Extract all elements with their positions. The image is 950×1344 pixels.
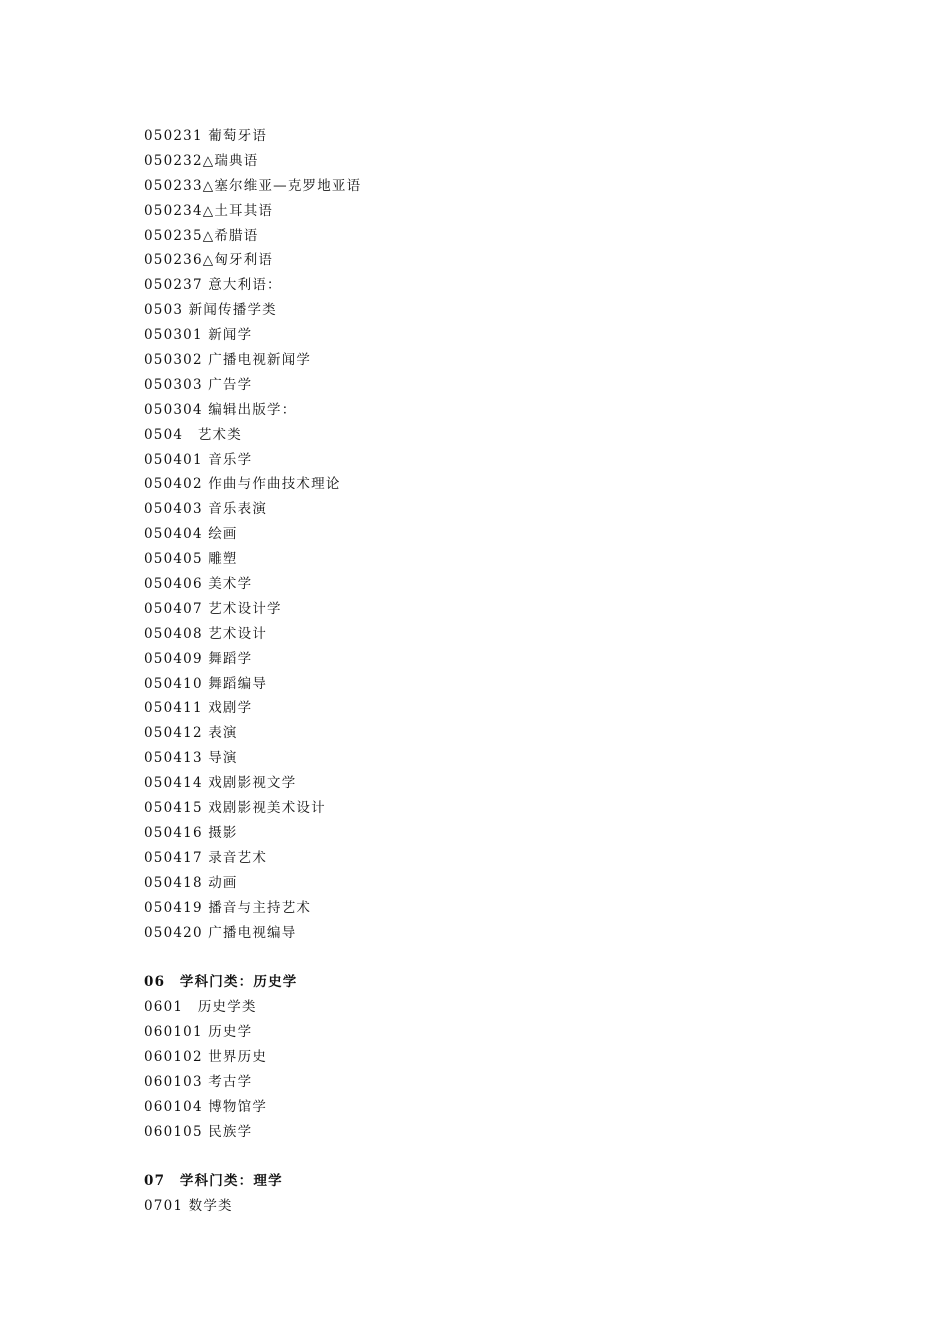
text-line: 0601 历史学类 [144,999,257,1016]
text-line: 050302 广播电视新闻学 [144,352,312,369]
text-line: 050301 新闻学 [144,327,253,344]
text-line: 050233△塞尔维亚—克罗地亚语 [144,177,362,194]
text-line: 050405 雕塑 [144,551,238,568]
text-line: 050412 表演 [144,725,238,742]
text-line: 050232△瑞典语 [144,152,259,169]
text-line: 060103 考古学 [144,1073,253,1090]
text-line: 0701 数学类 [144,1198,233,1215]
text-line: 0503 新闻传播学类 [144,302,277,319]
text-line: 050403 音乐表演 [144,501,268,518]
text-line: 050411 戏剧学 [144,700,253,717]
text-line: 050404 绘画 [144,526,238,543]
text-line: 050415 戏剧影视美术设计 [144,800,326,817]
text-line: 060105 民族学 [144,1123,253,1140]
text-line: 050419 播音与主持艺术 [144,899,312,916]
text-line: 060102 世界历史 [144,1048,268,1065]
text-line: 050417 录音艺术 [144,849,268,866]
text-line: 050231 葡萄牙语 [144,128,268,144]
section-heading: 06 学科门类：历史学 [144,974,298,991]
text-line: 050410 舞蹈编导 [144,675,268,692]
blank-line [144,945,844,970]
text-line: 050234△土耳其语 [144,202,274,219]
text-line: 050418 动画 [144,874,238,891]
document-body [144,124,844,1219]
text-line: 050407 艺术设计学 [144,600,282,617]
text-line: 050304 编辑出版学： [144,401,297,418]
text-line: 060101 历史学 [144,1024,253,1041]
text-line: 050416 摄影 [144,824,238,841]
blank-line [144,1145,844,1170]
text-line: 050303 广告学 [144,376,253,393]
text-line: 0504 艺术类 [144,426,242,443]
text-line: 050236△匈牙利语 [144,252,274,269]
text-line: 050406 美术学 [144,576,253,593]
text-line: 050408 艺术设计 [144,625,268,642]
text-line: 050237 意大利语： [144,277,282,294]
text-line: 060104 博物馆学 [144,1098,268,1115]
text-line: 050413 导演 [144,750,238,767]
section-heading: 07 学科门类：理学 [144,1173,283,1190]
text-line: 050420 广播电视编导 [144,924,297,941]
text-line: 050409 舞蹈学 [144,650,253,667]
text-line: 050414 戏剧影视文学 [144,775,297,792]
text-line: 050401 音乐学 [144,451,253,468]
text-line: 050235△希腊语 [144,227,259,244]
text-line: 050402 作曲与作曲技术理论 [144,476,341,493]
